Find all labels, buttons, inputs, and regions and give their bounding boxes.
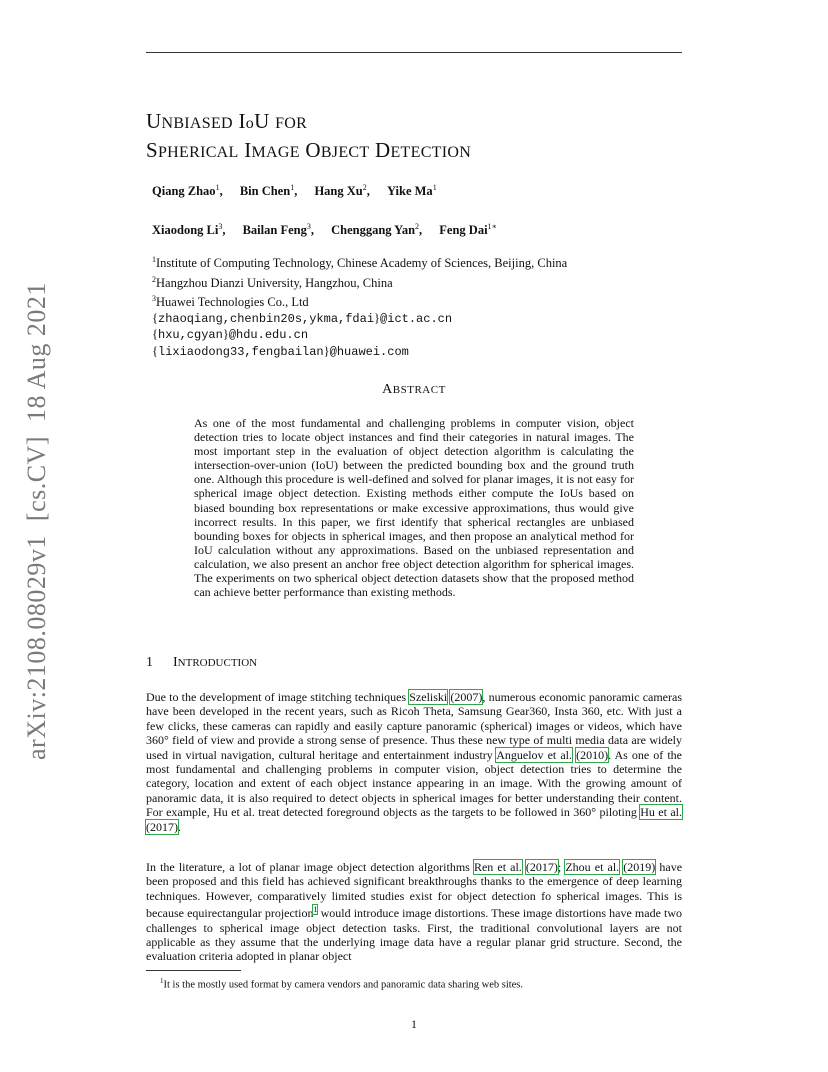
abstract-text: As one of the most fundamental and challenging problems in computer vision, object detection tries to locate object instances and find their categories in natural images. The most important step in the evaluation of object detection algorithm is calculating the intersection-over-union (IoU) between the predicted bounding box and the ground truth one. Although this procedure is well-defined and solved for planar images, it is not easy for spherical image object detection. Existing methods either compute the IoUs based on biased bounding box representations or make excessive approximations, thus would give incorrect results. In this paper, we first identify that spherical rectangles are unbiased bounding boxes for objects in spherical images, and then propose an analytical method for IoU calculation without any approximations. Based on the unbiased representation and calculation, we also present an anchor free object detection algorithm for spherical images. The experiments on two spherical object detection datasets show that the proposed method can achieve better performance than existing methods. — [194, 416, 634, 600]
email-line: {hxu,cgyan}@hdu.edu.cn — [152, 327, 309, 343]
citation-link[interactable]: (2007) — [450, 690, 483, 704]
authors-row-1 — [152, 183, 451, 199]
paper-title — [146, 108, 706, 166]
affiliation: $^1$Institute of Computing Technology, Chinese Academy of Sciences, Beijing, China — [152, 255, 568, 271]
top-rule — [146, 52, 682, 53]
author: Yike Ma$^1$ — [386, 183, 437, 199]
section-heading: 1 INTRODUCTION — [146, 655, 258, 670]
paragraph: In the literature, a lot of planar image object detection algorithms Ren et al. (2017); Zhou et al. (2019) have been proposed and this field has achieved significant breakthroughs thanks to the emergence of deep learning techniques. However, comparatively limited studies exist for object detection fo spherical images. This is because equirectangular projection$^1$ would introduce image distortions. These image distortions have made two challenges to spherical image object detection tasks. First, the traditional convolutional layers are not applicable as they assume that the underlying image data have a regular planar grid structure. Second, the evaluation criteria adopted in planar object — [146, 860, 683, 964]
paragraph: Due to the development of image stitching techniques Szeliski (2007), numerous economic panoramic cameras have been developed in the recent years, such as Ricoh Theta, Samsung Gear360, Insta 360, etc. With just a few clicks, these cameras can rapidly and easily capture panoramic (spherical) images or videos, which have 360° field of view and provide a strong sense of presence. Thus these new type of multi media data are widely used in virtual navigation, cultural heritage and entertainment industry Anguelov et al. (2010). As one of the most fundamental and challenging problems in computer vision, object detection tries to determine the category, location and extent of each object instance appearing in an image. With the growing amount of panoramic data, it is also required to detect objects in spherical images for better understanding their content. For example, Hu et al. treat detected foreground objects as the targets to be followed in 360° piloting Hu et al. (2017). — [146, 690, 683, 834]
author: Chenggang Yan$^2$, — [331, 222, 423, 238]
arxiv-id: arXiv:2108.08029v1 — [22, 535, 51, 760]
affiliation: $^3$Huawei Technologies Co., Ltd — [152, 294, 309, 310]
author: Qiang Zhao$^1$, — [152, 183, 223, 199]
title-line-1: UNBIASED IoU FOR — [146, 109, 308, 133]
arxiv-category: [cs.CV] — [22, 435, 51, 522]
footnote-rule — [146, 970, 241, 971]
author: Bailan Feng$^3$, — [242, 222, 314, 238]
affiliation: $^2$Hangzhou Dianzi University, Hangzhou, China — [152, 274, 393, 290]
authors-row-2 — [152, 222, 511, 238]
author: Hang Xu$^2$, — [314, 183, 370, 199]
email-line: {lixiaodong33,fengbailan}@huawei.com — [152, 343, 409, 359]
citation-link[interactable]: Szeliski — [409, 690, 448, 704]
email-line: {zhaoqiang,chenbin20s,ykma,fdai}@ict.ac.cn — [152, 310, 453, 326]
citation-link[interactable]: Zhou et al. — [565, 860, 620, 874]
abstract-heading: ABSTRACT — [382, 382, 446, 397]
citation-link[interactable]: Anguelov et al. — [496, 747, 572, 762]
arxiv-stamp — [22, 282, 52, 760]
citation-link[interactable]: (2017) — [146, 819, 178, 834]
citation-link[interactable]: Ren et al. — [473, 860, 522, 874]
arxiv-date: 18 Aug 2021 — [22, 282, 51, 422]
page-number: 1 — [411, 1017, 417, 1031]
citation-link[interactable]: (2010) — [576, 747, 609, 762]
citation-link[interactable]: (2019) — [623, 860, 656, 874]
affiliations — [152, 252, 567, 360]
footnote: $^1$It is the mostly used format by camera vendors and panoramic data sharing web sites. — [160, 977, 524, 991]
citation-link[interactable]: (2017) — [525, 860, 558, 874]
title-line-2: SPHERICAL IMAGE OBJECT DETECTION — [146, 138, 472, 162]
author: Feng Dai$^{1∗}$ — [439, 222, 497, 238]
author: Xiaodong Li$^3$, — [152, 222, 226, 238]
citation-link[interactable]: Hu et al. — [640, 805, 682, 820]
author: Bin Chen$^1$, — [239, 183, 298, 199]
footnote-link[interactable]: 1 — [313, 905, 318, 915]
